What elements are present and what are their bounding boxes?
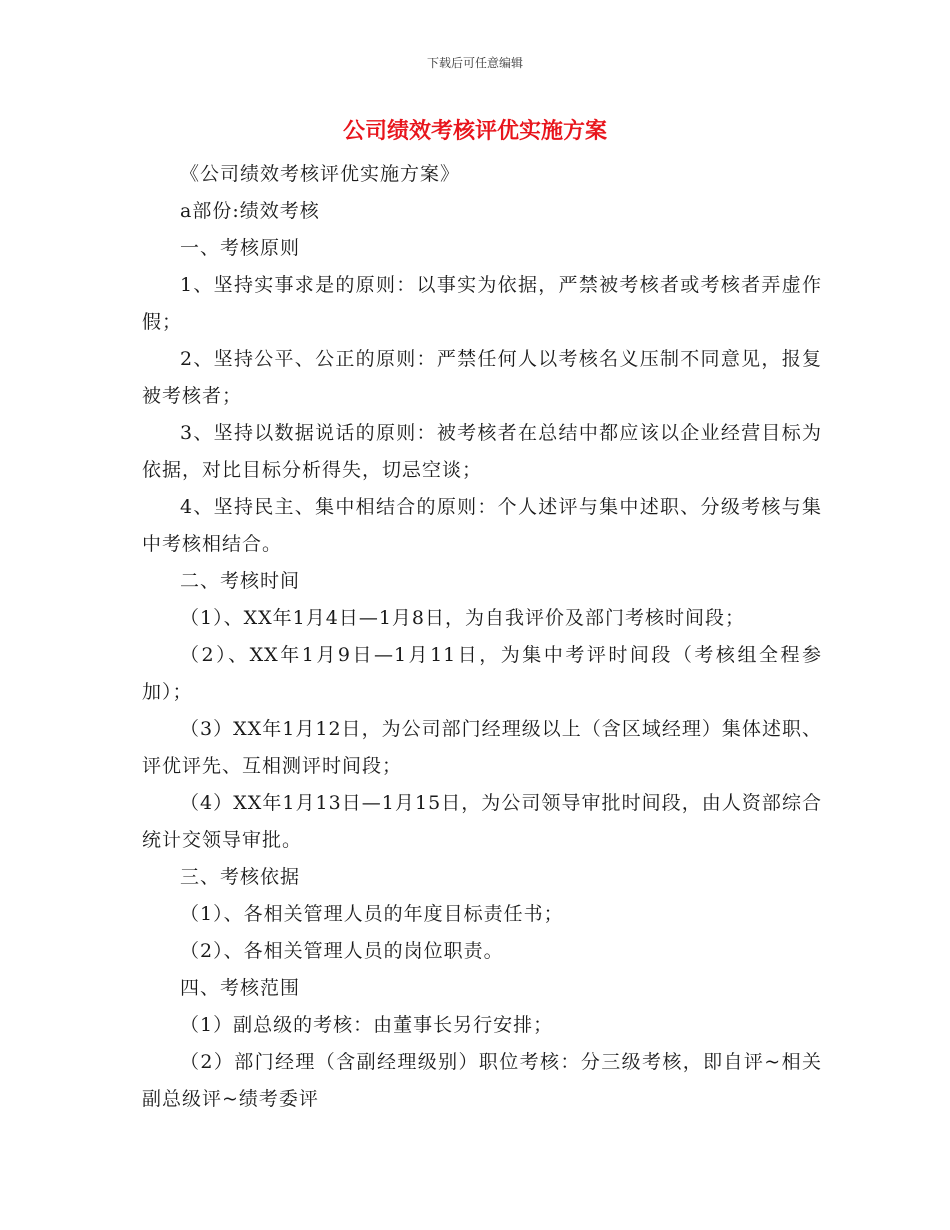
paragraph-principle-3: 3、坚持以数据说话的原则：被考核者在总结中都应该以企业经营目标为依据，对比目标分析得失，切忌空谈；	[142, 422, 822, 481]
paragraph-schedule-1: （1）、XX年1月4日—1月8日，为自我评价及部门考核时间段；	[180, 607, 745, 629]
paragraph-scope-2: （2）部门经理（含副经理级别）职位考核：分三级考核，即自评~相关副总级评~绩考委评	[142, 1051, 822, 1110]
paragraph-doc-name: 《公司绩效考核评优实施方案》	[180, 163, 461, 185]
header-note: 下载后可任意编辑	[426, 56, 523, 70]
paragraph-principle-4: 4、坚持民主、集中相结合的原则：个人述评与集中述职、分级考核与集中考核相结合。	[142, 496, 822, 555]
document-title: 公司绩效考核评优实施方案	[342, 119, 607, 144]
paragraph-principle-2: 2、坚持公平、公正的原则：严禁任何人以考核名义压制不同意见，报复被考核者；	[142, 348, 822, 407]
paragraph-basis-1: （1）、各相关管理人员的年度目标责任书；	[180, 903, 564, 925]
paragraph-principle-1: 1、坚持实事求是的原则：以事实为依据，严禁被考核者或考核者弄虚作假；	[142, 274, 822, 333]
paragraph-basis-2: （2）、各相关管理人员的岗位职责。	[180, 940, 504, 962]
paragraph-schedule-3: （3）XX年1月12日，为公司部门经理级以上（含区域经理）集体述职、评优评先、互相测评时间段；	[142, 718, 822, 777]
paragraph-part-a-heading: a部份:绩效考核	[180, 200, 320, 222]
paragraph-schedule-4: （4）XX年1月13日—1月15日，为公司领导审批时间段，由人资部综合统计交领导审批。	[142, 792, 822, 851]
section-heading-schedule: 二、考核时间	[180, 570, 301, 592]
paragraph-scope-1: （1）副总级的考核：由董事长另行安排；	[180, 1014, 554, 1036]
document-body	[142, 156, 822, 1118]
section-heading-principles: 一、考核原则	[180, 237, 301, 259]
section-heading-basis: 三、考核依据	[180, 866, 301, 888]
paragraph-schedule-2: （2）、XX年1月9日—1月11日，为集中考评时间段（考核组全程参加）；	[142, 644, 822, 703]
section-heading-scope: 四、考核范围	[180, 977, 301, 999]
